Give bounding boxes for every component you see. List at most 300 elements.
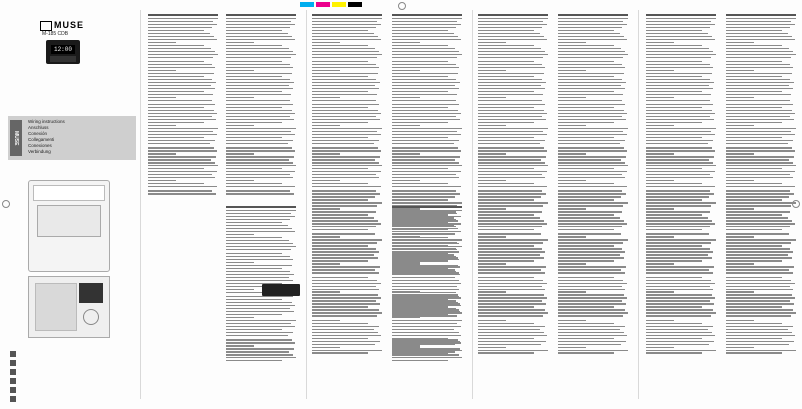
- text-line: [148, 137, 204, 138]
- text-line: [646, 323, 702, 324]
- text-line: [148, 159, 211, 160]
- text-line: [312, 131, 377, 132]
- section-heading: [558, 14, 628, 16]
- text-line: [392, 202, 462, 203]
- text-line: [312, 289, 379, 290]
- text-line: [148, 76, 204, 77]
- text-line: [646, 300, 710, 301]
- text-line: [392, 265, 458, 266]
- text-line: [392, 311, 460, 312]
- text-line: [726, 153, 754, 154]
- text-line: [558, 116, 622, 117]
- text-line: [726, 338, 782, 339]
- text-line: [392, 274, 460, 275]
- text-line: [312, 186, 381, 187]
- text-line: [478, 70, 506, 71]
- text-line: [726, 309, 793, 310]
- text-line: [646, 128, 716, 129]
- text-line: [392, 48, 455, 49]
- text-line: [726, 239, 796, 240]
- text-line: [392, 240, 455, 241]
- text-line: [226, 335, 288, 336]
- text-line: [392, 168, 448, 169]
- text-line: [148, 165, 218, 166]
- text-line: [226, 125, 254, 126]
- text-line: [478, 33, 540, 34]
- text-line: [646, 18, 716, 19]
- text-line: [226, 311, 294, 312]
- text-line: [392, 159, 455, 160]
- text-line: [646, 73, 712, 74]
- text-line: [312, 119, 380, 120]
- text-line: [478, 42, 506, 43]
- text-line: [312, 140, 379, 141]
- text-line: [478, 180, 506, 181]
- text-line: [558, 94, 623, 95]
- text-line: [226, 246, 296, 247]
- text-line: [478, 291, 506, 292]
- text-line: [392, 345, 420, 346]
- text-line: [478, 165, 548, 166]
- product-image: [46, 40, 80, 64]
- text-line: [312, 165, 382, 166]
- text-line: [392, 196, 455, 197]
- text-line: [392, 125, 420, 126]
- text-line: [312, 100, 376, 101]
- text-line: [478, 76, 534, 77]
- text-line: [646, 107, 702, 108]
- text-line: [646, 91, 702, 92]
- text-line: [312, 33, 374, 34]
- text-line: [312, 347, 340, 348]
- text-line: [646, 269, 709, 270]
- text-line: [226, 36, 292, 37]
- text-line: [478, 350, 548, 351]
- text-line: [646, 257, 712, 258]
- text-line: [646, 242, 711, 243]
- text-line: [558, 193, 626, 194]
- product-sticker: [262, 284, 300, 296]
- text-line: [226, 299, 282, 300]
- text-line: [726, 48, 789, 49]
- text-line: [148, 94, 213, 95]
- text-line: [148, 36, 214, 37]
- text-line: [312, 128, 382, 129]
- text-line: [312, 97, 340, 98]
- text-line: [478, 306, 534, 307]
- text-line: [726, 269, 789, 270]
- text-line: [646, 205, 711, 206]
- text-line: [558, 51, 625, 52]
- text-line: [478, 223, 547, 224]
- text-line: [392, 107, 448, 108]
- text-line: [726, 27, 790, 28]
- text-line: [226, 110, 292, 111]
- text-line: [646, 335, 715, 336]
- text-line: [392, 231, 461, 232]
- text-line: [226, 113, 295, 114]
- text-line: [726, 196, 789, 197]
- text-line: [478, 254, 540, 255]
- text-line: [478, 266, 546, 267]
- text-line: [148, 64, 212, 65]
- text-line: [726, 347, 754, 348]
- text-line: [646, 236, 674, 237]
- text-line: [646, 233, 709, 234]
- text-line: [478, 326, 545, 327]
- text-line: [312, 171, 381, 172]
- text-line: [392, 61, 448, 62]
- text-line: [558, 122, 614, 123]
- text-line: [558, 229, 614, 230]
- text-line: [558, 341, 626, 342]
- text-line: [226, 150, 295, 151]
- text-line: [478, 186, 547, 187]
- text-line: [558, 107, 614, 108]
- text-line: [726, 67, 793, 68]
- text-line: [392, 262, 420, 263]
- text-line: [392, 183, 448, 184]
- text-line: [312, 54, 382, 55]
- text-line: [558, 33, 620, 34]
- text-line: [392, 174, 456, 175]
- text-line: [226, 57, 291, 58]
- text-line: [726, 168, 782, 169]
- text-line: [478, 177, 545, 178]
- text-line: [558, 57, 623, 58]
- text-line: [726, 294, 792, 295]
- text-line: [726, 21, 791, 22]
- text-line: [312, 236, 340, 237]
- text-line: [646, 341, 714, 342]
- text-line: [478, 57, 543, 58]
- text-line: [646, 104, 713, 105]
- text-line: [312, 202, 382, 203]
- text-line: [726, 100, 790, 101]
- text-line: [226, 140, 293, 141]
- color-bar: [348, 2, 362, 7]
- text-line: [646, 168, 702, 169]
- text-line: [726, 332, 792, 333]
- text-line: [312, 64, 376, 65]
- text-line: [148, 150, 217, 151]
- text-line: [312, 239, 382, 240]
- text-line: [392, 18, 462, 19]
- text-line: [558, 153, 586, 154]
- text-line: [226, 190, 290, 191]
- text-line: [478, 303, 546, 304]
- text-line: [726, 211, 790, 212]
- text-line: [148, 33, 210, 34]
- text-line: [726, 186, 795, 187]
- text-line: [558, 21, 623, 22]
- text-line: [226, 137, 282, 138]
- text-line: [312, 180, 340, 181]
- text-line: [392, 39, 461, 40]
- text-line: [646, 211, 710, 212]
- text-line: [392, 225, 454, 226]
- text-line: [312, 125, 340, 126]
- text-line: [148, 122, 204, 123]
- text-line: [558, 286, 622, 287]
- text-line: [392, 249, 457, 250]
- text-line: [226, 97, 254, 98]
- text-line: [148, 174, 212, 175]
- text-line: [148, 100, 212, 101]
- text-line: [312, 341, 380, 342]
- text-line: [558, 85, 621, 86]
- text-line: [558, 88, 625, 89]
- text-line: [558, 125, 586, 126]
- text-line: [558, 280, 623, 281]
- text-line: [226, 216, 295, 217]
- text-line: [312, 335, 381, 336]
- text-line: [558, 165, 628, 166]
- text-line: [726, 272, 793, 273]
- text-line: [478, 73, 544, 74]
- text-line: [226, 354, 293, 355]
- text-line: [312, 205, 377, 206]
- text-line: [558, 143, 620, 144]
- text-line: [478, 335, 547, 336]
- flag-icon: [10, 351, 16, 357]
- text-line: [558, 260, 614, 261]
- text-line: [646, 39, 715, 40]
- text-line: [148, 162, 215, 163]
- text-line: [646, 143, 708, 144]
- text-line: [726, 291, 754, 292]
- text-line: [646, 344, 709, 345]
- text-line: [646, 294, 712, 295]
- text-line: [646, 226, 710, 227]
- text-line: [148, 153, 176, 154]
- text-line: [226, 289, 254, 290]
- text-line: [646, 82, 714, 83]
- text-line: [312, 300, 376, 301]
- text-line: [646, 76, 702, 77]
- text-line: [558, 67, 625, 68]
- text-line: [312, 94, 377, 95]
- text-line: [726, 260, 782, 261]
- text-line: [226, 70, 254, 71]
- text-line: [226, 165, 296, 166]
- text-line: [148, 183, 204, 184]
- text-line: [312, 220, 378, 221]
- text-line: [226, 231, 295, 232]
- text-line: [392, 162, 459, 163]
- text-line: [726, 251, 793, 252]
- language-item: Collegamenti: [28, 137, 55, 142]
- text-line: [558, 242, 623, 243]
- clock-display: 12:00: [51, 45, 75, 54]
- text-line: [226, 345, 254, 346]
- text-line: [226, 326, 295, 327]
- text-line: [646, 85, 709, 86]
- text-line: [392, 171, 461, 172]
- text-line: [312, 312, 382, 313]
- text-line: [392, 70, 420, 71]
- text-line: [558, 236, 586, 237]
- text-line: [478, 104, 545, 105]
- text-line: [726, 97, 754, 98]
- text-line: [312, 116, 376, 117]
- text-line: [478, 338, 534, 339]
- text-line: [558, 186, 627, 187]
- text-line: [148, 193, 216, 194]
- text-line: [726, 226, 790, 227]
- text-line: [392, 354, 459, 355]
- text-line: [478, 193, 546, 194]
- text-line: [558, 202, 628, 203]
- text-line: [726, 315, 791, 316]
- text-line: [646, 51, 713, 52]
- text-line: [226, 314, 282, 315]
- text-line: [558, 269, 621, 270]
- text-line: [226, 85, 289, 86]
- text-line: [312, 150, 381, 151]
- text-line: [646, 48, 709, 49]
- text-line: [226, 271, 290, 272]
- legal-note: [8, 350, 136, 358]
- language-list: [28, 119, 65, 155]
- text-line: [478, 347, 506, 348]
- text-line: [726, 30, 782, 31]
- text-line: [226, 91, 282, 92]
- text-line: [558, 315, 623, 316]
- legal-note: [8, 377, 136, 385]
- text-line: [478, 137, 534, 138]
- text-line: [392, 94, 457, 95]
- text-line: [558, 309, 625, 310]
- text-line: [646, 251, 713, 252]
- text-line: [478, 205, 543, 206]
- text-line: [478, 196, 541, 197]
- text-line: [226, 64, 290, 65]
- text-line: [726, 162, 793, 163]
- text-line: [478, 280, 543, 281]
- text-line: [558, 223, 627, 224]
- text-line: [558, 208, 586, 209]
- text-line: [392, 317, 420, 318]
- text-line: [312, 70, 340, 71]
- text-line: [226, 256, 290, 257]
- text-line: [478, 320, 506, 321]
- text-line: [478, 332, 544, 333]
- text-line: [478, 39, 547, 40]
- text-line: [312, 67, 379, 68]
- text-line: [558, 254, 620, 255]
- text-line: [726, 352, 782, 353]
- text-line: [646, 30, 702, 31]
- text-line: [726, 76, 782, 77]
- text-line: [226, 67, 293, 68]
- text-line: [558, 190, 622, 191]
- text-line: [226, 348, 294, 349]
- text-line: [478, 61, 534, 62]
- text-line: [726, 73, 792, 74]
- text-line: [726, 54, 796, 55]
- text-line: [312, 168, 368, 169]
- text-line: [312, 147, 378, 148]
- text-line: [646, 217, 708, 218]
- text-line: [478, 248, 542, 249]
- text-line: [726, 300, 790, 301]
- text-line: [558, 266, 626, 267]
- text-line: [558, 119, 626, 120]
- text-line: [392, 271, 456, 272]
- text-line: [646, 24, 715, 25]
- text-line: [478, 122, 534, 123]
- text-line: [312, 113, 381, 114]
- text-line: [392, 308, 456, 309]
- text-line: [726, 323, 782, 324]
- text-line: [392, 140, 459, 141]
- text-line: [558, 24, 627, 25]
- text-line: [646, 291, 674, 292]
- text-line: [392, 134, 461, 135]
- text-line: [558, 263, 586, 264]
- text-line: [392, 332, 459, 333]
- text-line: [478, 116, 542, 117]
- text-line: [558, 76, 614, 77]
- text-line: [226, 76, 282, 77]
- text-line: [478, 51, 545, 52]
- text-line: [226, 162, 293, 163]
- text-line: [312, 45, 368, 46]
- text-line: [646, 162, 713, 163]
- text-line: [148, 156, 216, 157]
- text-line: [726, 131, 791, 132]
- text-line: [226, 234, 254, 235]
- text-line: [312, 272, 379, 273]
- text-line: [646, 338, 702, 339]
- text-line: [226, 54, 296, 55]
- text-line: [558, 248, 622, 249]
- brand-logo: MUSE: [40, 20, 84, 31]
- text-line: [478, 24, 547, 25]
- text-line: [726, 205, 791, 206]
- text-line: [726, 286, 790, 287]
- text-line: [226, 360, 282, 361]
- text-line: [312, 76, 368, 77]
- text-line: [226, 24, 295, 25]
- section-heading: [312, 14, 382, 16]
- text-line: [646, 171, 715, 172]
- text-line: [312, 217, 374, 218]
- text-line: [646, 266, 714, 267]
- text-line: [226, 48, 289, 49]
- text-line: [558, 156, 626, 157]
- text-line: [558, 79, 622, 80]
- text-line: [226, 228, 292, 229]
- text-line: [148, 39, 217, 40]
- text-line: [312, 104, 379, 105]
- text-line: [312, 323, 368, 324]
- text-line: [312, 320, 340, 321]
- text-line: [646, 190, 710, 191]
- text-line: [392, 277, 455, 278]
- text-line: [558, 150, 627, 151]
- text-line: [646, 45, 702, 46]
- text-line: [646, 54, 716, 55]
- text-line: [726, 165, 796, 166]
- text-line: [312, 73, 378, 74]
- text-line: [226, 122, 282, 123]
- text-line: [726, 64, 790, 65]
- text-line: [392, 256, 456, 257]
- text-line: [478, 300, 542, 301]
- text-line: [392, 73, 458, 74]
